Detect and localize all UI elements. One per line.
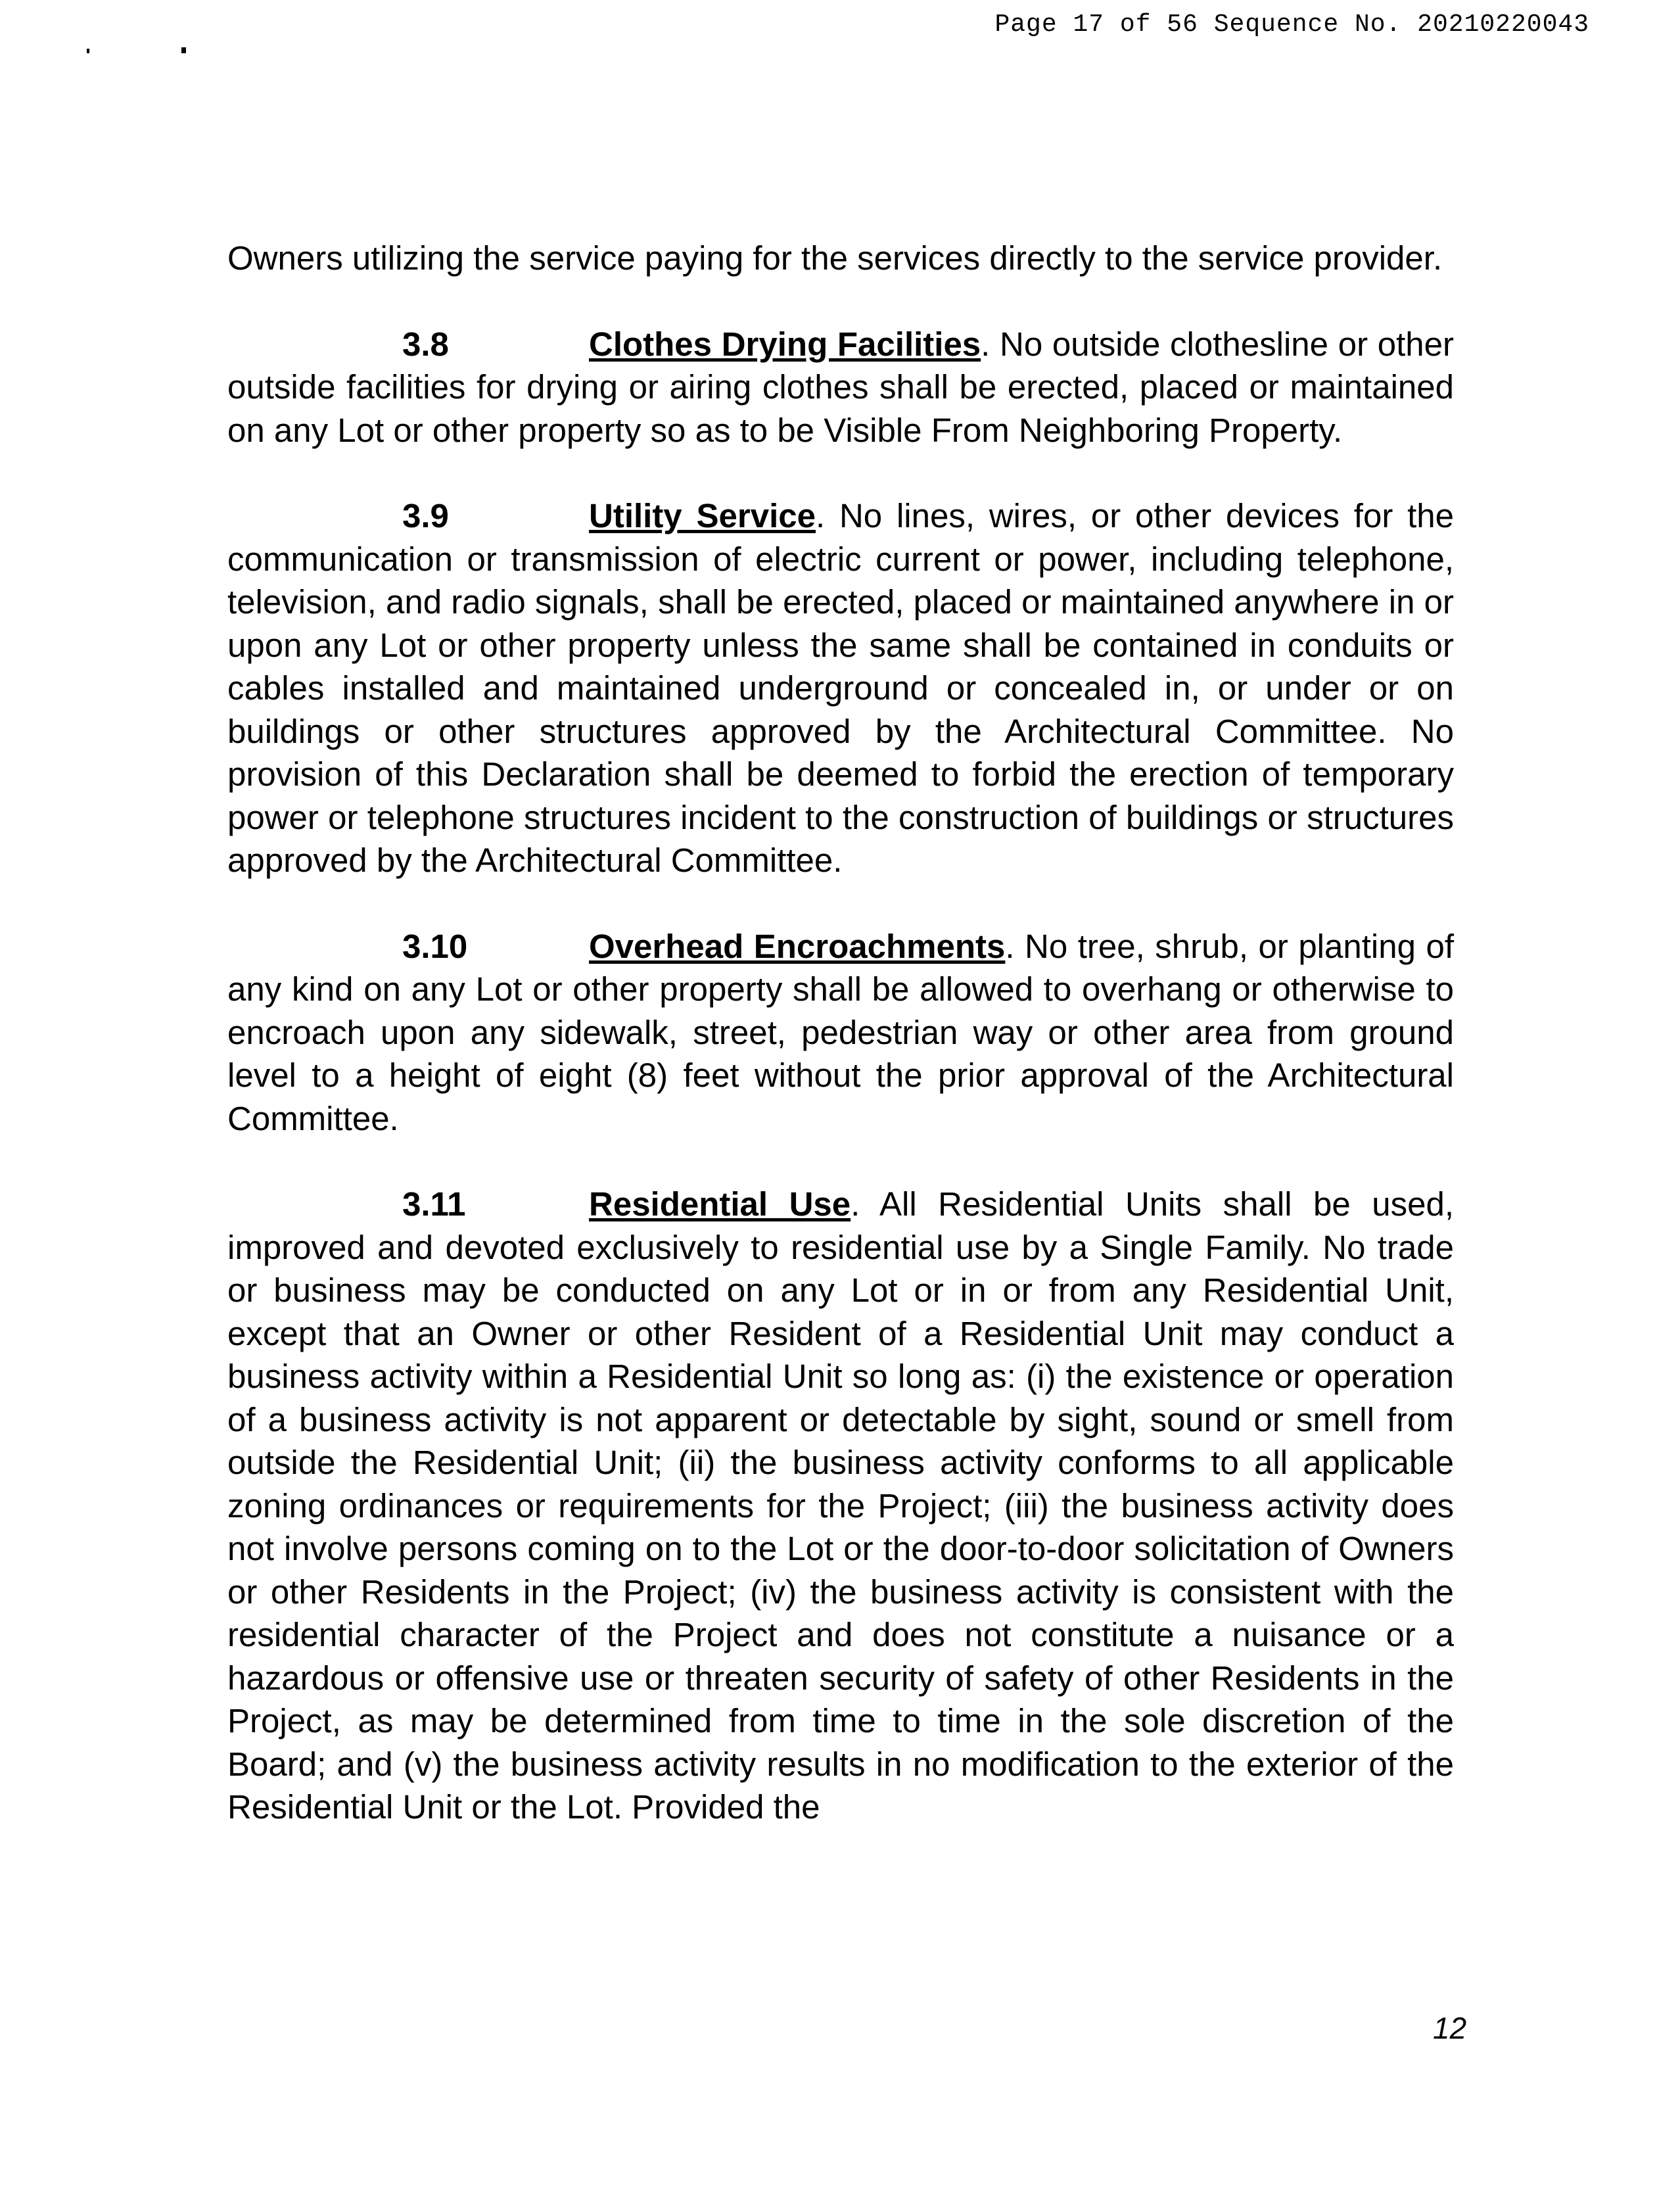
section-number: 3.8 [402, 325, 449, 363]
section-3-8 [227, 323, 1454, 452]
section-number: 3.9 [402, 497, 449, 534]
section-number: 3.11 [402, 1185, 466, 1223]
section-number: 3.10 [402, 927, 468, 965]
section-text: . All Residential Units shall be used, improved and devoted exclusively to residential use by a Single Family. No trade or business may be conducted on any Lot or in or from any Residential Unit, except that an Owner or other Resident of a Residential Unit may conduct a business activity within a Residential Unit so long as: (i) the existence or operation of a business activity is not apparent or detectable by sight, sound or smell from outside the Residential Unit; (ii) the business activity conforms to all applicable zoning ordinances or requirements for the Project; (iii) the business activity does not involve persons coming on to the Lot or the door-to-door solicitation of Owners or other Residents in the Project; (iv) the business activity is consistent with the residential character of the Project and does not constitute a nuisance or a hazardous or offensive use or threaten security of safety of other Residents in the Project, as may be determined from time to time in the sole discretion of the Board; and (v) the business activity results in no modification to the exterior of the Residential Unit or the Lot. Provided the [227, 1185, 1455, 1826]
intro-paragraph: Owners utilizing the service paying for the services directly to the service provider. [227, 239, 1443, 277]
page-sequence-stamp: Page 17 of 56 Sequence No. 20210220043 [994, 11, 1589, 39]
section-3-10 [227, 925, 1454, 1141]
scan-speck [87, 49, 89, 53]
document-body [227, 237, 1454, 1872]
section-text: . No lines, wires, or other devices for the communication or transmission of electric current or power, including telephone, television, and radio signals, shall be erected, placed or maintained anywhere in or upon any Lot or other property unless the same shall be contained in conduits or cables installed and maintained underground or concealed in, or under or on buildings or other structures approved by the Architectural Committee. No provision of this Declaration shall be deemed to forbid the erection of temporary power or telephone structures incident to the construction of buildings or structures approved by the Architectural Committee. [227, 497, 1455, 879]
section-title: Utility Service [589, 497, 816, 534]
section-title: Clothes Drying Facilities [589, 325, 981, 363]
section-text: . No outside clothesline or other outside facilities for drying or airing clothes shall be erected, placed or maintained on any Lot or other property so as to be Visible From Neighboring Property. [227, 325, 1454, 449]
section-3-9 [227, 494, 1454, 882]
section-title: Residential Use [589, 1185, 851, 1223]
page-number: 12 [1433, 2011, 1467, 2045]
section-text: . No tree, shrub, or planting of any kind on any Lot or other property shall be allowed to overhang or otherwise to encroach upon any sidewalk, street, pedestrian way or other area from ground level to a height of eight (8) feet without the prior approval of the Architectural Committee. [227, 927, 1454, 1137]
scan-speck [181, 47, 186, 53]
section-3-11 [227, 1183, 1454, 1829]
section-title: Overhead Encroachments [589, 927, 1006, 965]
